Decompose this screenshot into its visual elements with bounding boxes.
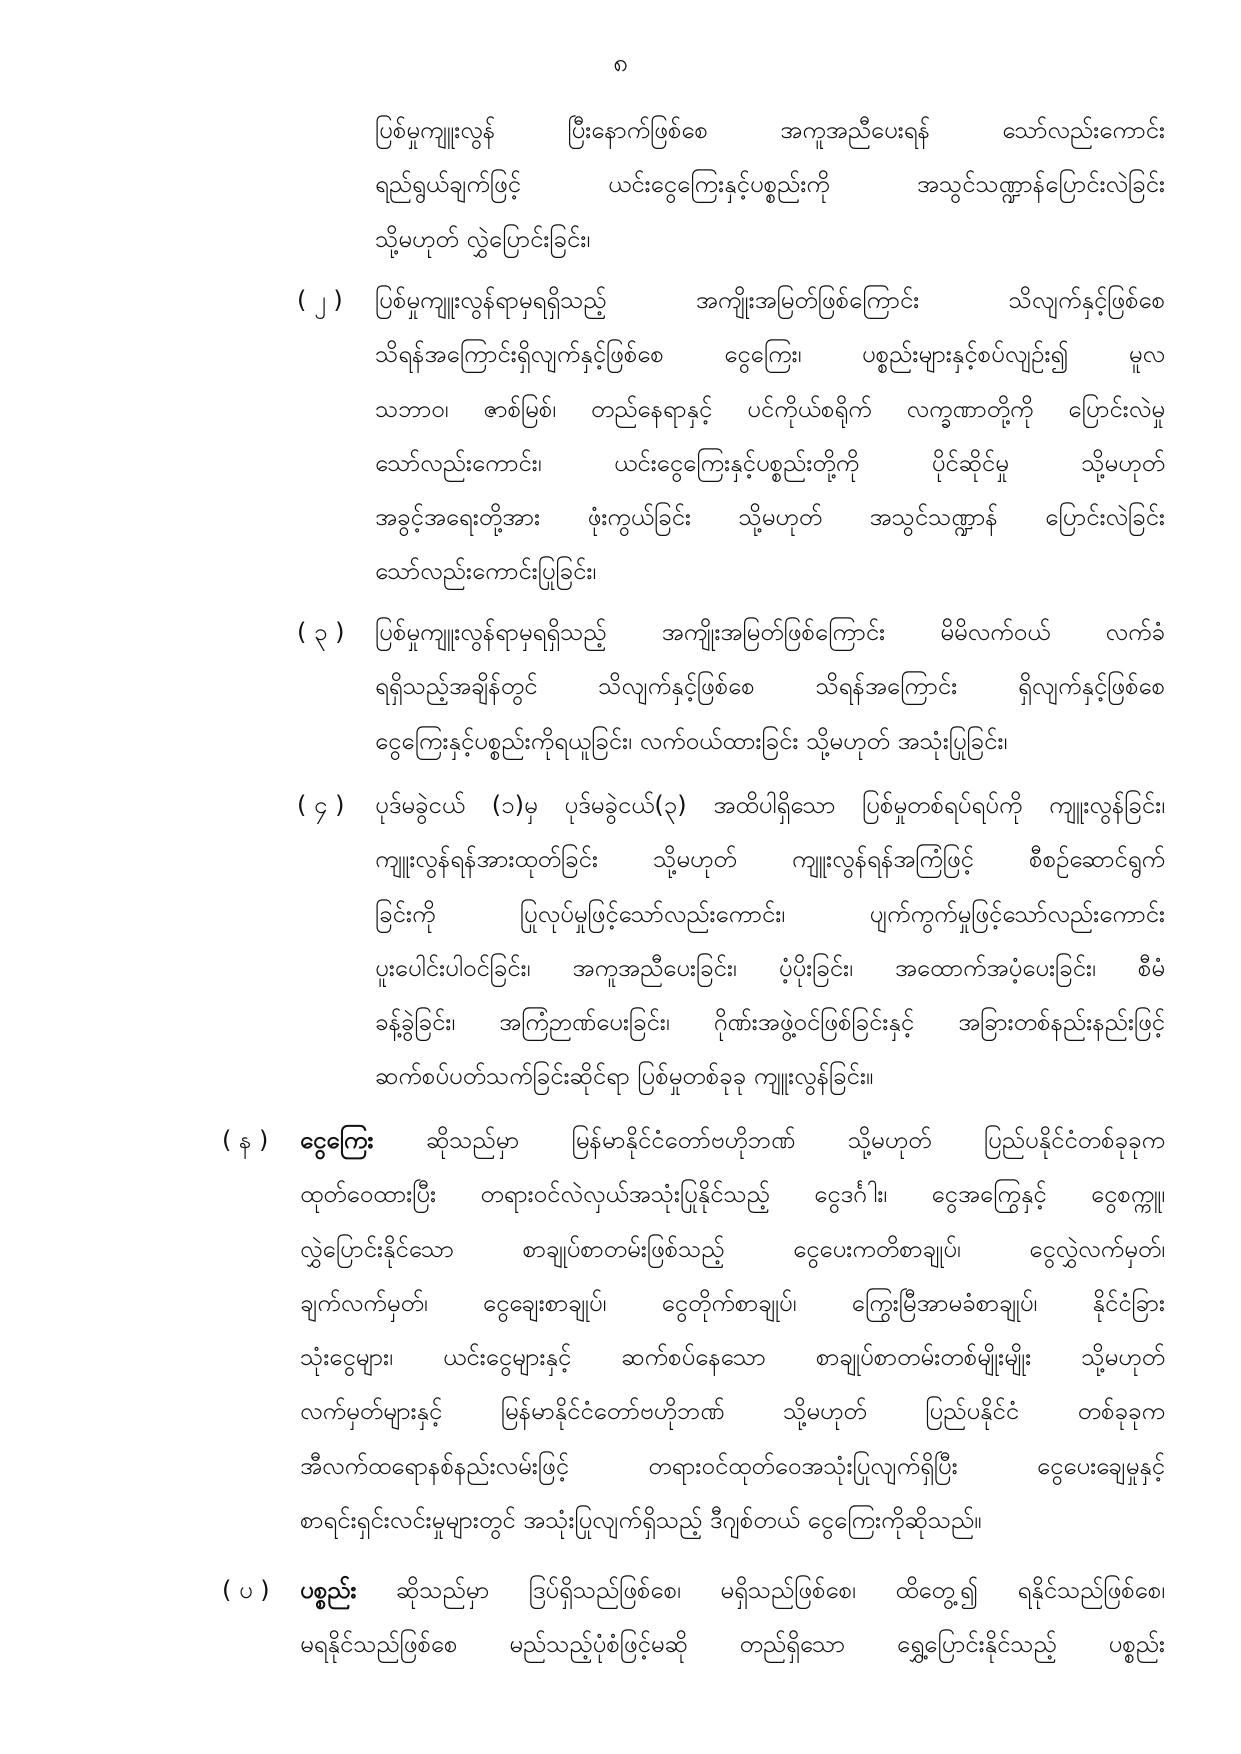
paragraph-line: ကျူးလွန်ရန်အားထုတ်ခြင်း သို့မဟုတ် ကျူးလွန်ရန်အကြံဖြင့် စီစဉ်ဆောင်ရွက်	[375, 845, 1165, 874]
paragraph-line: သော်လည်းကောင်း၊ ယင်းငွေကြေးနှင့်ပစ္စည်းတို့ကို ပိုင်ဆိုင်မှု သို့မဟုတ်	[375, 448, 1165, 477]
definition-term: ပစ္စည်း	[300, 1576, 357, 1604]
subsection-body	[375, 605, 1165, 768]
paragraph-line: သို့မဟုတ် လွှဲပြောင်းခြင်း၊	[375, 224, 591, 253]
definition-body	[300, 1563, 1165, 1672]
paragraph-line: ပြစ်မှုကျူးလွန်ရာမှရရှိသည့် အကျိုးအမြတ်ဖြစ်ကြောင်း မိမိလက်ဝယ် လက်ခံ	[375, 618, 1165, 646]
paragraph-line: အခွင့်အရေးတို့အား ဖုံးကွယ်ခြင်း သို့မဟုတ် အသွင်သဏ္ဍာန် ပြောင်းလဲခြင်း	[375, 503, 1165, 532]
definition-label: ( န )	[222, 1126, 269, 1154]
paragraph-line: စာရင်းရှင်းလင်းမှုများတွင် အသုံးပြုလျက်ရှိသည့် ဒီဂျစ်တယ် ငွေကြေးကိုဆိုသည်။	[300, 1506, 982, 1535]
paragraph-line: သုံးငွေများ၊ ယင်းငွေများနှင့် ဆက်စပ်နေသော စာချုပ်စာတမ်းတစ်မျိုးမျိုး သို့မဟုတ်	[300, 1343, 1165, 1372]
paragraph-line: ခြင်းကို ပြုလုပ်မှုဖြင့်သော်လည်းကောင်း၊ ပျက်ကွက်မှုဖြင့်သော်လည်းကောင်း	[375, 899, 1165, 928]
paragraph-line: အီလက်ထရောနစ်နည်းလမ်းဖြင့် တရားဝင်ထုတ်ဝေအသုံးပြုလျက်ရှိပြီး ငွေပေးချေမှုနှင့်	[300, 1451, 1165, 1480]
paragraph-line: ချက်လက်မှတ်၊ ငွေချေးစာချုပ်၊ ငွေတိုက်စာချုပ်၊ ကြွေးမြီအာမခံစာချုပ်၊ နိုင်ငံခြား	[300, 1288, 1165, 1317]
paragraph-line	[300, 1563, 1165, 1617]
paragraph-line: ခန့်ခွဲခြင်း၊ အကြံဉာဏ်ပေးခြင်း၊ ဂိုဏ်းအဖွဲ့ဝင်ဖြစ်ခြင်းနှင့် အခြားတစ်နည်းနည်းဖြင့်	[375, 1008, 1165, 1037]
paragraph-line: လက်မှတ်များနှင့် မြန်မာနိုင်ငံတော်ဗဟိုဘဏ် သို့မဟုတ် ပြည်ပနိုင်ငံ တစ်ခုခုက	[300, 1397, 1165, 1426]
definition-text: ဆိုသည်မှာ ဒြပ်ရှိသည်ဖြစ်စေ၊ မရှိသည်ဖြစ်စေ၊ ထိတွေ့၍ ရနိုင်သည်ဖြစ်စေ၊	[396, 1576, 1165, 1604]
subsection-label: ( ၂ )	[297, 286, 343, 314]
paragraph-line: ဆက်စပ်ပတ်သက်ခြင်းဆိုင်ရာ ပြစ်မှုတစ်ခုခု ကျူးလွန်ခြင်း။	[375, 1062, 874, 1091]
paragraph-line: သဘာဝ၊ ဇာစ်မြစ်၊ တည်နေရာနှင့် ပင်ကိုယ်စရိုက် လက္ခဏာတို့ကို ပြောင်းလဲမှု	[375, 394, 1165, 423]
definition-term: ငွေကြေး	[300, 1126, 374, 1154]
paragraph-line	[300, 1113, 1165, 1167]
paragraph-line: မရနိုင်သည်ဖြစ်စေ မည်သည့်ပုံစံဖြင့်မဆို တည်ရှိသော ရွှေ့ပြောင်းနိုင်သည့် ပစ္စည်း	[300, 1630, 1165, 1659]
page-number: ၈	[613, 48, 628, 78]
paragraph-line: သိရန်အကြောင်းရှိလျက်နှင့်ဖြစ်စေ ငွေကြေး၊ ပစ္စည်းများနှင့်စပ်လျဉ်း၍ မူလ	[375, 340, 1165, 369]
paragraph-line: ထုတ်ဝေထားပြီး တရားဝင်လဲလှယ်အသုံးပြုနိုင်သည့် ငွေဒင်္ဂါး၊ ငွေအကြွေနှင့် ငွေစက္ကူ၊	[300, 1180, 1165, 1209]
paragraph-line: ပြစ်မှုကျူးလွန်ရာမှရရှိသည့် အကျိုးအမြတ်ဖြစ်ကြောင်း သိလျက်နှင့်ဖြစ်စေ	[375, 286, 1165, 314]
definition-label: ( ပ )	[222, 1576, 270, 1604]
definition-text: ဆိုသည်မှာ မြန်မာနိုင်ငံတော်ဗဟိုဘဏ် သို့မဟုတ် ပြည်ပနိုင်ငံတစ်ခုခုက	[425, 1126, 1165, 1154]
paragraph-body	[375, 103, 1165, 266]
subsection-label: ( ၃ )	[297, 618, 345, 646]
paragraph-line: ပြစ်မှုကျူးလွန် ပြီးနောက်ဖြစ်စေ အကူအညီပေးရန် သော်လည်းကောင်း	[375, 116, 1165, 144]
paragraph-line: ပုဒ်မခွဲငယ် (၁)မှ ပုဒ်မခွဲငယ်(၃) အထိပါရှိသော ပြစ်မှုတစ်ရပ်ရပ်ကို ကျူးလွန်ခြင်း၊	[375, 791, 1165, 819]
paragraph-line: လွှဲပြောင်းနိုင်သော စာချုပ်စာတမ်းဖြစ်သည့် ငွေပေးကတိစာချုပ်၊ ငွေလွှဲလက်မှတ်၊	[300, 1234, 1165, 1263]
paragraph-line: ရရှိသည့်အချိန်တွင် သိလျက်နှင့်ဖြစ်စေ သိရန်အကြောင်း ရှိလျက်နှင့်ဖြစ်စေ	[375, 672, 1165, 701]
paragraph-line: ငွေကြေးနှင့်ပစ္စည်းကိုရယူခြင်း၊ လက်ဝယ်ထားခြင်း သို့မဟုတ် အသုံးပြုခြင်း၊	[375, 726, 1008, 755]
subsection-body	[375, 273, 1165, 599]
definition-body	[300, 1113, 1165, 1547]
subsection-body	[375, 778, 1165, 1104]
subsection-label: ( ၄ )	[297, 791, 345, 819]
paragraph-line: ပူးပေါင်းပါဝင်ခြင်း၊ အကူအညီပေးခြင်း၊ ပံ့ပိုးခြင်း၊ အထောက်အပံ့ပေးခြင်း၊ စီမံ	[375, 953, 1165, 982]
paragraph-line: သော်လည်းကောင်းပြုခြင်း၊	[375, 557, 597, 586]
paragraph-line: ရည်ရွယ်ချက်ဖြင့် ယင်းငွေကြေးနှင့်ပစ္စည်းကို အသွင်သဏ္ဍာန်ပြောင်းလဲခြင်း	[375, 170, 1165, 199]
